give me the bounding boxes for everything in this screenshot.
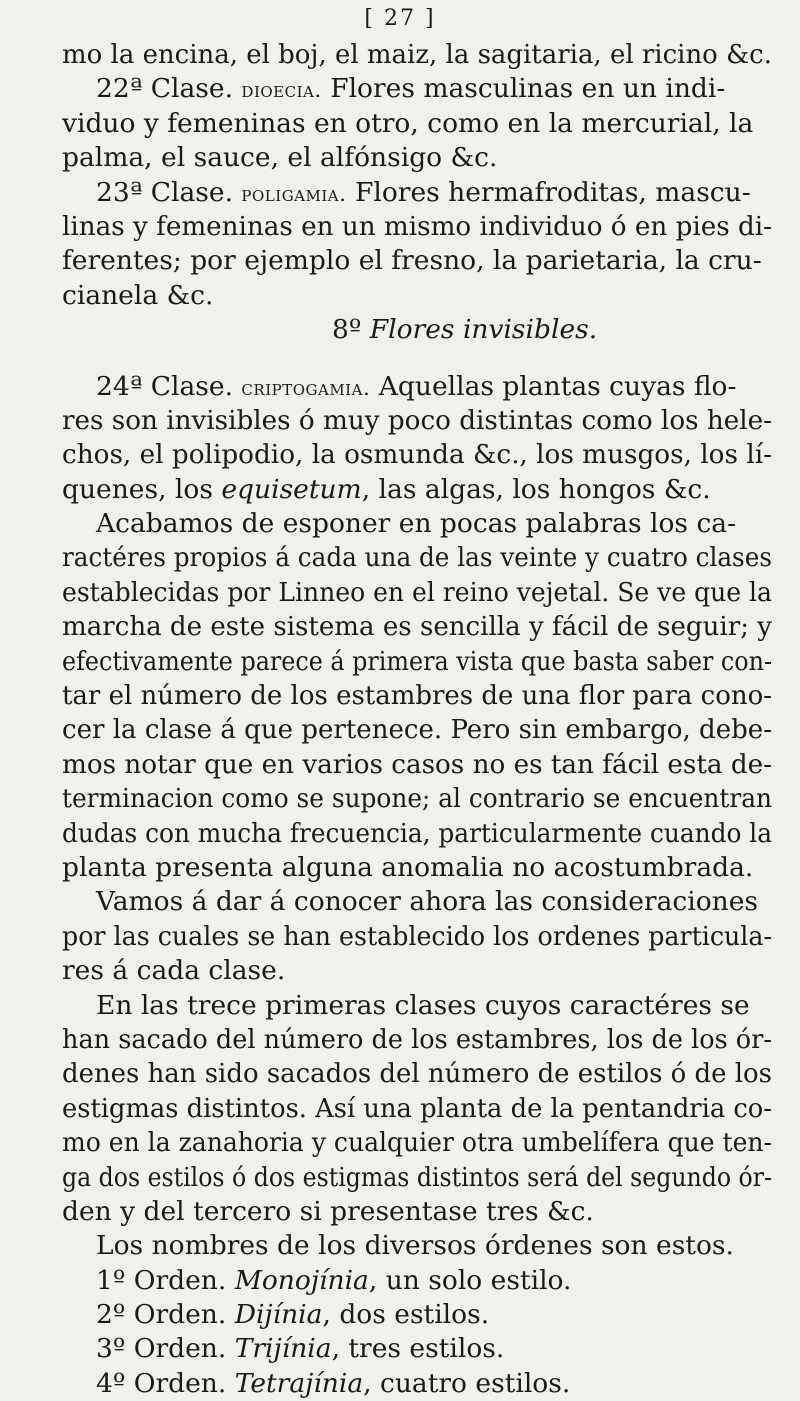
text-line-content bbox=[62, 1126, 772, 1160]
text-segment: dudas con mucha frecuencia, particularmente cuando la bbox=[62, 817, 772, 849]
text-segment: marcha de este sistema es sencilla y fácil de seguir; y bbox=[62, 611, 772, 643]
text-line bbox=[62, 141, 772, 175]
text-line bbox=[62, 1161, 772, 1195]
text-segment: denes han sido sacados del número de estilos ó de los bbox=[62, 1058, 772, 1090]
text-segment: Aquellas plantas cuyas flo- bbox=[370, 370, 737, 402]
text-line bbox=[62, 313, 772, 347]
text-line bbox=[62, 1092, 772, 1126]
text-line-content bbox=[62, 1195, 594, 1229]
text-line bbox=[62, 817, 772, 851]
text-line bbox=[62, 244, 772, 278]
italic-term: Tetrajínia bbox=[234, 1367, 364, 1399]
text-segment: ga dos estilos ó dos estigmas distintos será del segundo ór- bbox=[62, 1161, 772, 1193]
text-segment: planta presenta alguna anomalia no acostumbrada. bbox=[62, 851, 754, 883]
text-line-content bbox=[96, 1229, 734, 1263]
text-segment: por las cuales se han establecido los ordenes particula- bbox=[62, 920, 772, 952]
text-line bbox=[62, 1367, 772, 1401]
text-segment: ractéres propios á cada una de las veinte y cuatro clases bbox=[62, 542, 772, 574]
text-line-content bbox=[62, 141, 497, 175]
text-line-content bbox=[62, 541, 772, 575]
text-line-content bbox=[62, 279, 213, 313]
text-segment: Acabamos de esponer en pocas palabras los ca- bbox=[96, 508, 737, 540]
text-line-content bbox=[96, 885, 758, 919]
text-line bbox=[62, 920, 772, 954]
text-segment: 1º Orden. bbox=[96, 1264, 235, 1296]
italic-term: Flores invisibles. bbox=[369, 314, 598, 346]
text-line-content bbox=[62, 576, 772, 610]
text-line bbox=[62, 885, 772, 919]
text-line bbox=[62, 610, 772, 644]
text-line-content bbox=[332, 313, 597, 347]
text-line bbox=[62, 1023, 772, 1057]
text-line bbox=[62, 72, 772, 106]
text-line bbox=[62, 645, 772, 679]
text-segment: quenes, los bbox=[62, 473, 222, 505]
text-line-content bbox=[62, 1161, 772, 1195]
italic-term: Dijínia bbox=[234, 1299, 323, 1331]
text-line-content bbox=[62, 610, 772, 644]
text-segment: 24ª Clase. bbox=[96, 370, 242, 402]
text-segment: mos notar que en varios casos no es tan fácil esta de- bbox=[62, 748, 772, 780]
text-line-content bbox=[96, 989, 750, 1023]
text-line-content bbox=[62, 748, 772, 782]
text-segment: mo en la zanahoria y cualquier otra umbelífera que ten- bbox=[62, 1127, 772, 1159]
text-line bbox=[62, 1264, 772, 1298]
text-line-content bbox=[62, 645, 772, 679]
text-segment: linas y femeninas en un mismo individuo ó en pies di- bbox=[62, 210, 772, 242]
text-line-content bbox=[96, 176, 751, 212]
text-segment: En las trece primeras clases cuyos caractéres se bbox=[96, 989, 750, 1021]
text-segment: palma, el sauce, el alfónsigo &c. bbox=[62, 142, 498, 174]
class-name-smallcaps: poligamia. bbox=[241, 181, 347, 207]
text-segment: , cuatro estilos. bbox=[363, 1367, 571, 1399]
text-segment: 23ª Clase. bbox=[96, 176, 242, 208]
italic-term: Trijínia bbox=[234, 1333, 332, 1365]
text-segment: Flores hermafroditas, mascu- bbox=[346, 176, 751, 208]
text-line bbox=[62, 713, 772, 747]
text-line-content bbox=[62, 920, 772, 954]
text-line-content bbox=[62, 954, 285, 988]
text-line-content bbox=[96, 1332, 504, 1366]
text-line-content bbox=[62, 438, 772, 472]
text-line bbox=[62, 1332, 772, 1366]
text-segment: , un solo estilo. bbox=[368, 1264, 572, 1296]
text-line bbox=[62, 576, 772, 610]
text-line-content bbox=[96, 507, 736, 541]
text-line bbox=[62, 679, 772, 713]
class-name-smallcaps: dioecia. bbox=[241, 78, 322, 104]
text-line-content bbox=[62, 107, 753, 141]
text-line-content bbox=[62, 679, 772, 713]
text-segment: mo la encina, el boj, el maiz, la sagitaria, el ricino &c. bbox=[62, 39, 772, 70]
text-line bbox=[62, 107, 772, 141]
text-line bbox=[62, 370, 772, 404]
text-segment: res á cada clase. bbox=[62, 955, 286, 987]
text-segment: terminacion como se supone; al contrario se encuentran bbox=[62, 783, 772, 815]
text-line bbox=[62, 989, 772, 1023]
text-line-content bbox=[62, 1023, 772, 1057]
text-segment: Flores masculinas en un indi- bbox=[321, 73, 726, 105]
page-body-text bbox=[62, 38, 772, 1401]
text-segment: Vamos á dar á conocer ahora las consideraciones bbox=[96, 886, 759, 918]
text-line bbox=[62, 507, 772, 541]
text-segment: tar el número de los estambres de una flor para cono- bbox=[62, 680, 772, 712]
text-line-content bbox=[62, 1092, 772, 1126]
text-line bbox=[62, 782, 772, 816]
text-line bbox=[62, 404, 772, 438]
italic-term: equisetum bbox=[221, 473, 362, 505]
section-gap bbox=[62, 348, 772, 370]
text-segment: efectivamente parece á primera vista que basta saber con- bbox=[62, 645, 772, 677]
text-line bbox=[62, 38, 772, 72]
text-line bbox=[62, 176, 772, 210]
text-segment: han sacado del número de los estambres, los de los ór- bbox=[62, 1023, 772, 1055]
text-line bbox=[62, 954, 772, 988]
text-line bbox=[62, 1126, 772, 1160]
text-line-content bbox=[62, 1057, 772, 1091]
text-segment: cer la clase á que pertenece. Pero sin embargo, debe- bbox=[62, 714, 772, 746]
text-line bbox=[62, 438, 772, 472]
text-segment: 8º bbox=[332, 314, 370, 346]
text-segment: viduo y femeninas en otro, como en la mercurial, la bbox=[62, 107, 754, 139]
text-segment: , dos estilos. bbox=[322, 1299, 490, 1331]
italic-term: Monojínia bbox=[234, 1264, 369, 1296]
text-line bbox=[62, 1298, 772, 1332]
text-line-content bbox=[62, 817, 772, 851]
text-line-content bbox=[62, 782, 772, 816]
page-number-header: [ 27 ] bbox=[364, 6, 436, 31]
text-segment: 22ª Clase. bbox=[96, 73, 242, 105]
text-segment: , tres estilos. bbox=[331, 1333, 505, 1365]
text-line-content bbox=[96, 1367, 570, 1401]
text-line-content bbox=[62, 851, 753, 885]
text-line bbox=[62, 1195, 772, 1229]
class-name-smallcaps: criptogamia. bbox=[241, 375, 371, 401]
text-line-content bbox=[62, 38, 772, 72]
text-segment: Los nombres de los diversos órdenes son estos. bbox=[96, 1230, 734, 1262]
text-line-content bbox=[62, 404, 772, 438]
text-segment: res son invisibles ó muy poco distintas como los hele- bbox=[62, 404, 772, 436]
text-line bbox=[62, 748, 772, 782]
text-line-content bbox=[96, 72, 725, 108]
text-segment: 3º Orden. bbox=[96, 1333, 235, 1365]
text-line-content bbox=[62, 244, 762, 278]
text-segment: den y del tercero si presentase tres &c. bbox=[62, 1195, 594, 1227]
text-line bbox=[62, 541, 772, 575]
text-line bbox=[62, 210, 772, 244]
text-line-content bbox=[62, 473, 711, 507]
text-segment: cianela &c. bbox=[62, 279, 214, 311]
text-segment: 4º Orden. bbox=[96, 1367, 235, 1399]
text-line-content bbox=[96, 1264, 571, 1298]
text-line bbox=[62, 473, 772, 507]
text-segment: estigmas distintos. Así una planta de la pentandria co- bbox=[62, 1092, 772, 1124]
text-line bbox=[62, 279, 772, 313]
text-line bbox=[62, 1057, 772, 1091]
text-segment: establecidas por Linneo en el reino vejetal. Se ve que la bbox=[62, 576, 772, 608]
text-segment: 2º Orden. bbox=[96, 1299, 235, 1331]
text-line bbox=[62, 1229, 772, 1263]
text-line-content bbox=[96, 370, 736, 406]
text-segment: , las algas, los hongos &c. bbox=[361, 473, 711, 505]
text-segment: chos, el polipodio, la osmunda &c., los musgos, los lí- bbox=[62, 439, 772, 471]
text-line-content bbox=[62, 713, 772, 747]
text-line-content bbox=[96, 1298, 489, 1332]
text-line bbox=[62, 851, 772, 885]
text-segment: ferentes; por ejemplo el fresno, la parietaria, la cru- bbox=[62, 245, 762, 277]
text-line-content bbox=[62, 210, 772, 244]
